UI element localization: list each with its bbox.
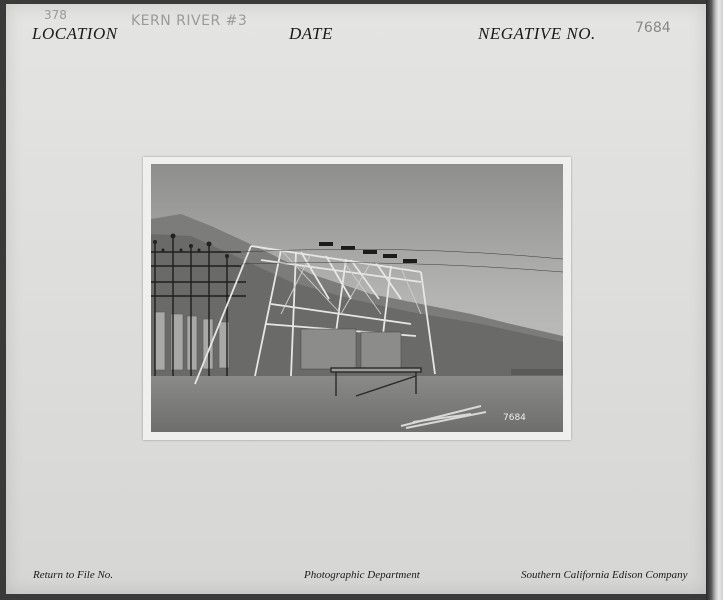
footer-photographic-department: Photographic Department — [304, 569, 420, 581]
location-label: LOCATION — [32, 24, 118, 43]
stamp-negative-number: 7684 — [635, 20, 671, 36]
footer-return-to-file: Return to File No. — [33, 569, 114, 581]
substation-construction-photo — [151, 164, 563, 432]
stamp-location-value: KERN RIVER #3 — [131, 13, 248, 29]
historic-photograph — [151, 164, 563, 432]
date-label: DATE — [289, 24, 333, 43]
negative-label: NEGATIVE NO. — [478, 24, 596, 43]
card-edge — [706, 0, 723, 600]
stamp-small-number: 378 — [44, 8, 67, 22]
footer-company-name: Southern California Edison Company — [521, 569, 688, 581]
photo-inscribed-number: 7684 — [503, 413, 526, 423]
